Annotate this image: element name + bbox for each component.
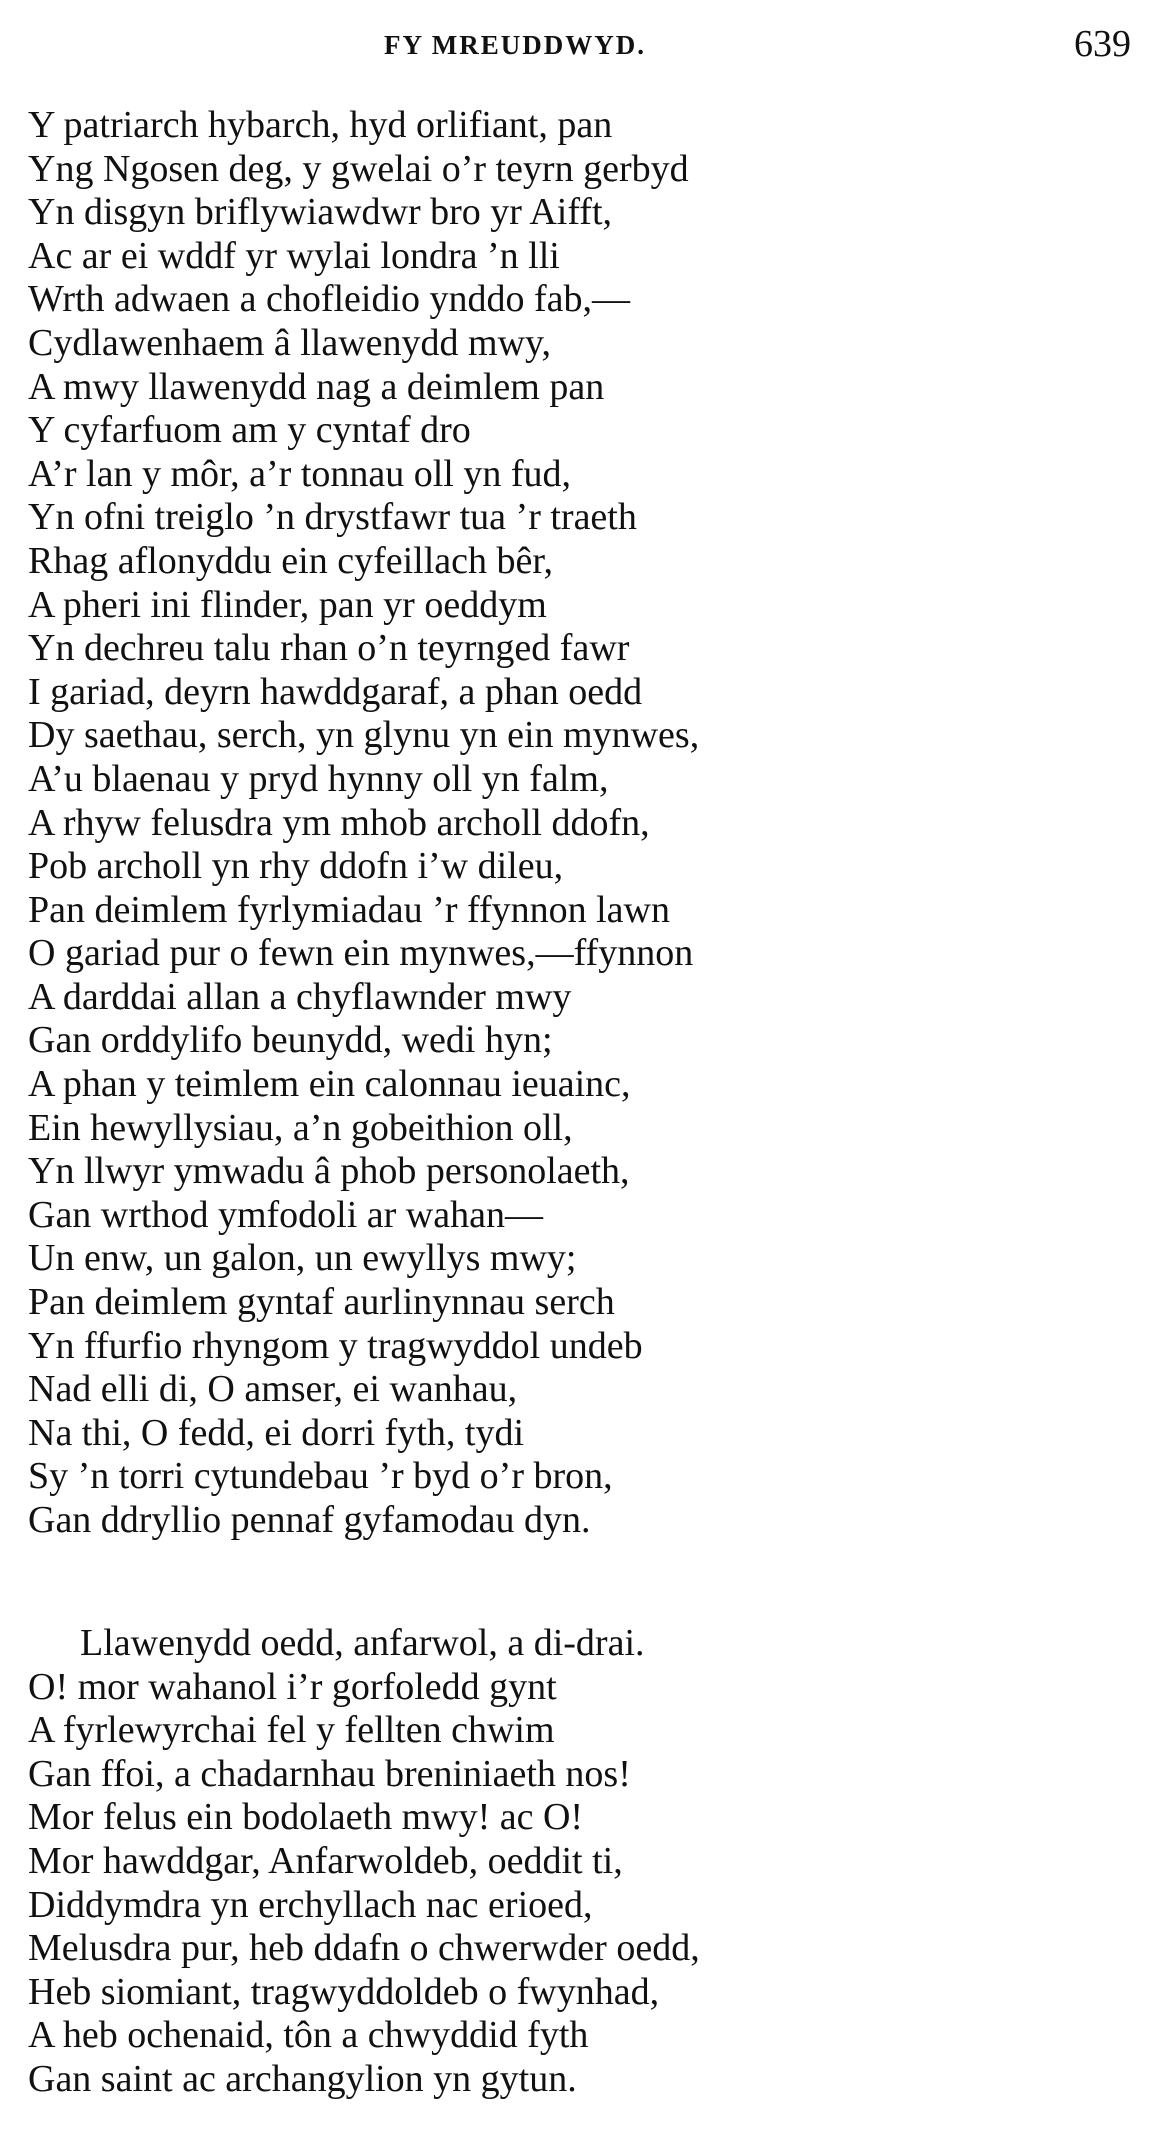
poem-line: Na thi, O fedd, ei dorri fyth, tydi [28,1411,525,1454]
poem-line: Yn llwyr ymwadu â phob personolaeth, [28,1150,630,1193]
poem-line: A’r lan y môr, a’r tonnau oll yn fud, [28,452,572,495]
poem-line: Yn ffurfio rhyngom y tragwyddol undeb [28,1324,643,1367]
running-head [0,22,1161,72]
poem-line: O! mor wahanol i’r gorfoledd gynt [28,1665,557,1708]
poem-stanza-1 [28,104,1138,1543]
poem-line: A darddai allan a chyflawnder mwy [28,975,572,1018]
poem-line: Ein hewyllysiau, a’n gobeithion oll, [28,1106,573,1149]
poem-line: Yn dechreu talu rhan o’n teyrnged fawr [28,627,630,670]
poem-line: A fyrlewyrchai fel y fellten chwim [28,1709,555,1752]
poem-line: Llawenydd oedd, anfarwol, a di-drai. [80,1622,645,1664]
poem-stanza-2 [28,1622,1138,2102]
poem-line: A’u blaenau y pryd hynny oll yn falm, [28,757,609,800]
running-title: FY MREUDDWYD. [384,30,646,60]
poem-line: Pan deimlem fyrlymiadau ’r ffynnon lawn [28,888,670,931]
poem-line: Mor felus ein bodolaeth mwy! ac O! [28,1796,584,1839]
poem-line: Wrth adwaen a chofleidio ynddo fab,— [28,278,631,321]
poem-line: Y patriarch hybarch, hyd orlifiant, pan [28,104,613,146]
poem-line: Cydlawenhaem â llawenydd mwy, [28,321,552,364]
poem-line: A rhyw felusdra ym mhob archoll ddofn, [28,801,650,844]
poem-line: Dy saethau, serch, yn glynu yn ein mynwes, [28,714,700,757]
poem-line: Melusdra pur, heb ddafn o chwerwder oedd, [28,1927,700,1970]
poem-line: O gariad pur o fewn ein mynwes,—ffynnon [28,932,694,975]
poem-line: Heb siomiant, tragwyddoldeb o fwynhad, [28,1970,660,2013]
poem-line: Yng Ngosen deg, y gwelai o’r teyrn gerbyd [28,147,689,190]
poem-line: A mwy llawenydd nag a deimlem pan [28,365,605,408]
poem-line: Ac ar ei wddf yr wylai londra ’n lli [28,234,560,277]
poem-line: Mor hawddgar, Anfarwoldeb, oeddit ti, [28,1839,623,1882]
poem-line: A heb ochenaid, tôn a chwyddid fyth [28,2014,589,2057]
poem-line: Y cyfarfuom am y cyntaf dro [28,409,471,452]
poem-line: Gan ffoi, a chadarnhau breniniaeth nos! [28,1752,631,1795]
poem-line: A pheri ini flinder, pan yr oeddym [28,583,547,626]
poem-line: Gan ddryllio pennaf gyfamodau dyn. [28,1499,591,1541]
poem-line: A phan y teimlem ein calonnau ieuainc, [28,1063,631,1106]
poem-line: Sy ’n torri cytundebau ’r byd o’r bron, [28,1455,613,1498]
poem-line: Diddymdra yn erchyllach nac erioed, [28,1883,593,1926]
poem-line: Gan saint ac archangylion yn gytun. [28,2057,577,2100]
poem-line: Rhag aflonyddu ein cyfeillach bêr, [28,539,554,582]
page-number: 639 [1074,23,1131,65]
poem-line: Gan wrthod ymfodoli ar wahan— [28,1193,543,1236]
poem-line: Nad elli di, O amser, ei wanhau, [28,1368,518,1411]
poem-line: Yn ofni treiglo ’n drystfawr tua ’r traeth [28,496,637,539]
poem-line: Gan orddylifo beunydd, wedi hyn; [28,1019,553,1062]
poem-line: Yn disgyn briflywiawdwr bro yr Aifft, [28,191,613,234]
poem-line: I gariad, deyrn hawddgaraf, a phan oedd [28,670,643,713]
poem-line: Pob archoll yn rhy ddofn i’w dileu, [28,845,564,888]
poem-line: Un enw, un galon, un ewyllys mwy; [28,1237,577,1280]
poem-line: Pan deimlem gyntaf aurlinynnau serch [28,1281,615,1324]
